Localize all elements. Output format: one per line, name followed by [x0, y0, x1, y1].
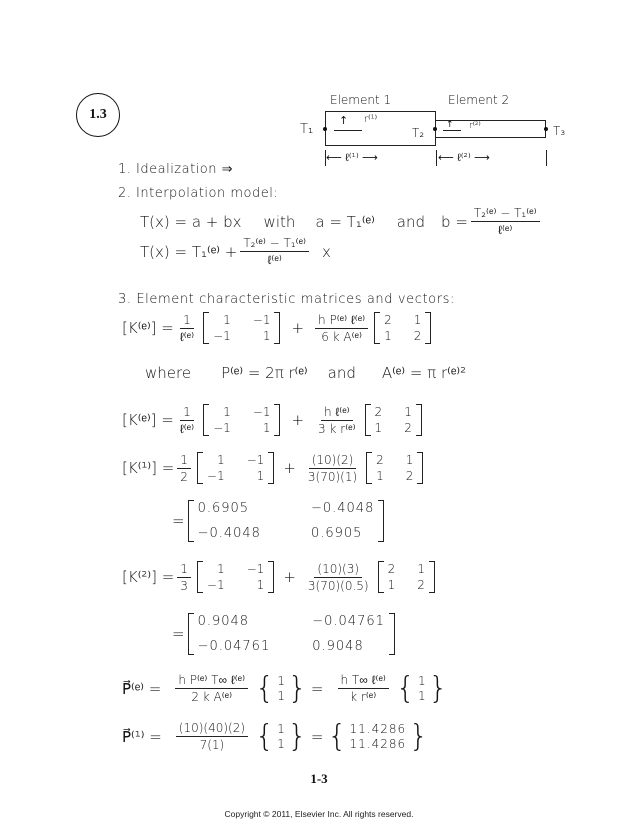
radius2-arrow-icon: ↑	[446, 120, 454, 130]
k2-lhs: [K⁽²⁾] =	[122, 568, 175, 586]
node2-label: T₂	[412, 126, 425, 140]
cell: 1	[384, 329, 392, 343]
interp-and: and	[396, 212, 426, 231]
k2-result	[172, 613, 398, 655]
k2-frac1	[177, 562, 191, 593]
cell: 1	[374, 421, 383, 435]
k2-matrix2	[378, 561, 435, 593]
cell: −1	[206, 469, 225, 483]
node3-label: T₃	[553, 124, 566, 138]
k-general-frac2	[315, 313, 368, 344]
p-general-frac1	[175, 673, 248, 704]
frac-den: 3	[180, 578, 188, 593]
p1-equation	[122, 718, 432, 754]
frac-den: 3(70)(1)	[307, 469, 358, 484]
cell: 11.4286	[349, 736, 407, 751]
k1-frac2	[305, 453, 360, 484]
cell: 2	[384, 313, 392, 327]
b-numerator: T₂⁽ᵉ⁾ − T₁⁽ᵉ⁾	[471, 206, 540, 222]
cell: 2	[405, 469, 414, 483]
k1-result	[172, 500, 387, 542]
frac-den: ℓ⁽ᵉ⁾	[179, 329, 195, 344]
node3-dot	[544, 127, 548, 131]
length1-label: ℓ⁽¹⁾	[345, 151, 359, 164]
cell: 2	[387, 562, 396, 576]
cell: 1	[404, 405, 412, 419]
radius1-label: r⁽¹⁾	[364, 114, 378, 125]
k-simplified-lhs: [K⁽ᵉ⁾] =	[122, 411, 174, 429]
interp2-numerator: T₂⁽ᵉ⁾ − T₁⁽ᵉ⁾	[240, 236, 309, 252]
cell: −0.04761	[312, 614, 385, 629]
cell: −1	[246, 453, 265, 467]
cell: 2	[404, 421, 412, 435]
p-general-equation	[122, 670, 452, 706]
k2-result-matrix	[188, 613, 395, 655]
interp2-denominator: ℓ⁽ᵉ⁾	[267, 253, 282, 267]
k1-equation	[122, 452, 426, 484]
interp2-fraction	[240, 236, 309, 267]
perimeter-def: P⁽ᵉ⁾ = 2π r⁽ᵉ⁾	[221, 364, 308, 382]
k1-result-matrix	[188, 500, 385, 542]
cell: 1	[417, 673, 426, 688]
radius1-arrow-icon: ↑	[339, 114, 349, 127]
cell: −0.4048	[310, 501, 375, 516]
p1-frac	[176, 721, 248, 752]
frac-den: k r⁽ᵉ⁾	[350, 690, 377, 704]
where-word: where	[145, 364, 192, 382]
radius2-base	[443, 130, 461, 131]
cell: 0.6905	[310, 526, 363, 541]
equals-sign: =	[172, 625, 185, 643]
cell: −0.04761	[197, 639, 271, 654]
cell: 1	[417, 688, 426, 703]
cell: 1	[216, 562, 225, 576]
step3-heading: 3. Element characteristic matrices and vectors:	[118, 292, 456, 307]
frac-num: 1	[177, 453, 191, 469]
cell: −0.4048	[197, 526, 261, 541]
k2-matrix1	[197, 561, 274, 593]
cell: −1	[206, 578, 225, 592]
frac-num: h T∞ ℓ⁽ᵉ⁾	[338, 673, 389, 689]
interp-with: with	[263, 212, 296, 231]
k1-matrix2	[366, 452, 423, 484]
cell: 2	[374, 405, 383, 419]
p1-result-vector: { 11.4286 11.4286 }	[327, 718, 429, 754]
cell: 1	[262, 329, 271, 343]
page-number: 1-3	[310, 771, 328, 786]
radius2-label: r⁽²⁾	[469, 121, 481, 131]
cell: 0.9048	[312, 639, 364, 654]
area-def: A⁽ᵉ⁾ = π r⁽ᵉ⁾²	[381, 364, 467, 382]
k-general-matrix1	[203, 312, 280, 344]
interp-b-eq: b =	[441, 212, 468, 231]
cell: 1	[405, 453, 414, 467]
cell: 11.4286	[349, 721, 407, 736]
node1-label: T₁	[300, 122, 314, 137]
interp-line2	[140, 236, 331, 267]
frac-den: 6 k A⁽ᵉ⁾	[321, 329, 362, 344]
where-definitions	[145, 364, 466, 382]
frac-num: 1	[180, 405, 194, 421]
cell: 1	[216, 453, 225, 467]
k2-frac2	[305, 562, 372, 593]
k1-frac1	[177, 453, 191, 484]
cell: −1	[213, 329, 231, 343]
length2-label: ℓ⁽²⁾	[457, 151, 471, 164]
k-simplified-matrix1	[203, 404, 280, 436]
k-general-frac1	[177, 313, 197, 344]
length2-dimension: ⟵ ℓ⁽²⁾ ⟶	[438, 151, 490, 164]
cell: 1	[277, 673, 285, 688]
plus-sign: +	[283, 568, 296, 586]
k1-matrix1	[197, 452, 274, 484]
element1-label: Element 1	[330, 93, 392, 107]
interp-line1	[140, 206, 543, 237]
cell: 1	[277, 736, 285, 751]
problem-number-text: 1.3	[89, 107, 107, 122]
plus-sign: +	[291, 411, 305, 429]
frac-num: h P⁽ᵉ⁾ T∞ ℓ⁽ᵉ⁾	[175, 673, 248, 689]
dim-tick-right	[546, 150, 547, 166]
cell: 1	[413, 313, 422, 327]
and-word: and	[327, 364, 356, 382]
dim-tick-mid	[436, 150, 437, 166]
node2-dot	[433, 127, 437, 131]
cell: 2	[413, 329, 422, 343]
equals-sign: =	[310, 727, 324, 746]
cell: 1	[387, 578, 396, 592]
frac-den: 2 k A⁽ᵉ⁾	[191, 690, 233, 704]
frac-num: 1	[177, 562, 191, 578]
plus-sign: +	[283, 459, 296, 477]
p-general-vector1: { 1 1 }	[255, 670, 307, 706]
interp-a-def: a = T₁⁽ᵉ⁾	[315, 212, 375, 231]
k-simplified-matrix2	[365, 404, 422, 436]
step2-heading: 2. Interpolation model:	[118, 186, 279, 201]
k-simplified-frac1	[177, 405, 197, 436]
cell: 1	[417, 562, 425, 576]
interp2-lhs: T(x) = T₁⁽ᵉ⁾ +	[140, 242, 238, 261]
problem-number	[76, 93, 120, 137]
k-simplified-equation	[122, 404, 425, 436]
element2-label: Element 2	[448, 93, 510, 107]
frac-den: 3 k r⁽ᵉ⁾	[318, 421, 356, 436]
k-general-lhs: [K⁽ᵉ⁾] =	[122, 319, 174, 337]
k1-lhs: [K⁽¹⁾] =	[122, 459, 175, 477]
plus-sign: +	[291, 319, 305, 337]
cell: 0.9048	[197, 614, 250, 629]
frac-num: (10)(2)	[309, 453, 357, 469]
k-simplified-frac2	[315, 405, 359, 436]
frac-num: (10)(40)(2)	[176, 721, 248, 737]
cell: −1	[213, 421, 231, 435]
equals-sign: =	[172, 512, 185, 530]
frac-den: 7(1)	[199, 738, 225, 752]
cell: 1	[256, 578, 265, 592]
k-general-matrix2	[374, 312, 431, 344]
length1-dimension: ⟵ ℓ⁽¹⁾ ⟶	[326, 151, 378, 164]
interp-eq-lhs: T(x) = a + bx	[140, 212, 242, 231]
k2-equation	[122, 561, 438, 593]
cell: 2	[417, 578, 425, 592]
cell: −1	[252, 405, 271, 419]
p-general-lhs: P⃗⁽ᵉ⁾ =	[122, 679, 162, 698]
frac-num: h ℓ⁽ᵉ⁾	[321, 405, 353, 421]
b-denominator: ℓ⁽ᵉ⁾	[498, 223, 513, 237]
radius1-base	[334, 130, 362, 131]
interp2-x: x	[321, 242, 331, 261]
frac-num: 1	[180, 313, 194, 329]
frac-num: h P⁽ᵉ⁾ ℓ⁽ᵉ⁾	[315, 313, 368, 329]
p1-lhs: P⃗⁽¹⁾ =	[122, 727, 162, 746]
frac-num: (10)(3)	[314, 562, 362, 578]
p-general-vector2: { 1 1 }	[395, 670, 448, 706]
p-general-frac2	[338, 673, 389, 704]
node1-dot	[323, 127, 327, 131]
k-general-equation	[122, 312, 434, 344]
frac-den: 2	[180, 469, 188, 484]
step1-heading: 1. Idealization ⇒	[118, 162, 234, 177]
cell: 1	[277, 721, 285, 736]
cell: −1	[246, 562, 265, 576]
cell: 1	[277, 688, 285, 703]
cell: 2	[376, 453, 384, 467]
equals-sign: =	[310, 679, 324, 698]
frac-den: 3(70)(0.5)	[307, 578, 369, 593]
cell: 1	[256, 469, 265, 483]
cell: 1	[223, 405, 231, 419]
cell: 1	[262, 421, 271, 435]
interp-b-fraction	[471, 206, 540, 237]
copyright-notice: Copyright © 2011, Elsevier Inc. All rights reserved.	[224, 809, 414, 819]
cell: 1	[223, 313, 231, 327]
p1-vector: { 1 1 }	[255, 718, 307, 754]
cell: 1	[376, 469, 384, 483]
cell: 0.6905	[197, 501, 250, 516]
cell: −1	[252, 313, 271, 327]
frac-den: ℓ⁽ᵉ⁾	[179, 421, 195, 436]
